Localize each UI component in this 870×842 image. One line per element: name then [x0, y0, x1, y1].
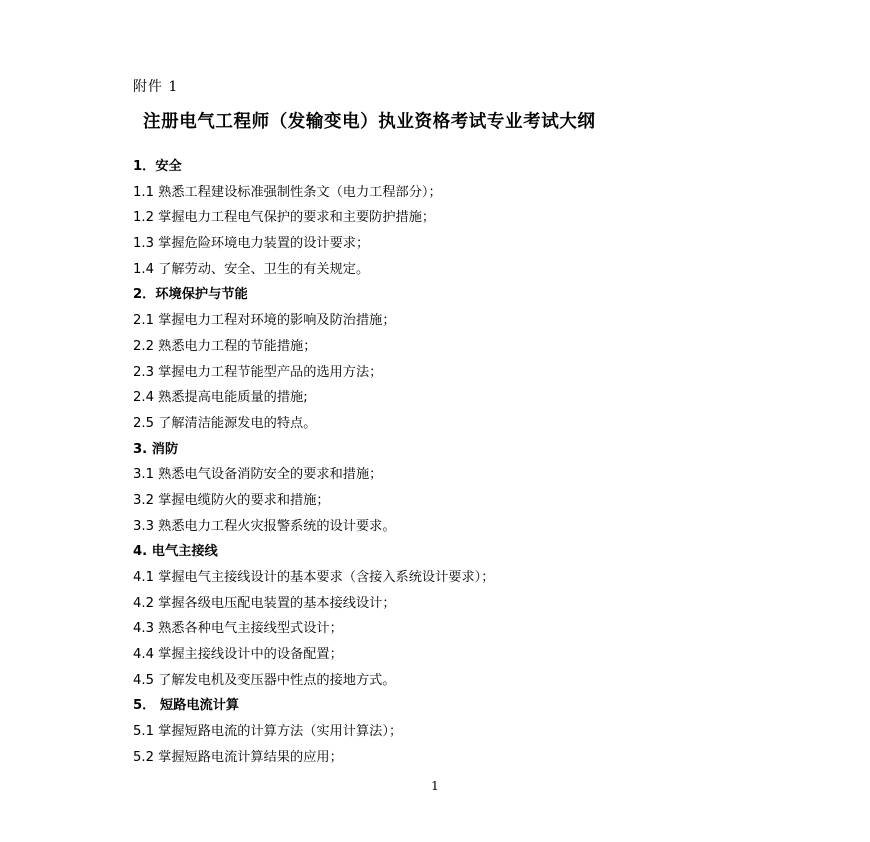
section-heading: 1．安全	[133, 159, 182, 174]
outline-item: 1.3 掌握危险环境电力装置的设计要求；	[133, 236, 370, 252]
outline-item: 3.2 掌握电缆防火的要求和措施；	[133, 492, 330, 508]
outline-item: 4.4 掌握主接线设计中的设备配置；	[133, 647, 343, 663]
section-heading: 3. 消防	[133, 441, 179, 457]
section-heading: 4. 电气主接线	[133, 544, 218, 560]
syllabus-outline	[133, 158, 494, 775]
attachment-label: 附件 1	[133, 79, 179, 95]
document-title: 注册电气工程师（发输变电）执业资格考试专业考试大纲	[143, 112, 596, 132]
outline-item: 3.1 熟悉电气设备消防安全的要求和措施；	[133, 467, 383, 483]
outline-item: 2.5 了解清洁能源发电的特点。	[133, 415, 317, 431]
outline-item: 2.2 熟悉电力工程的节能措施；	[133, 338, 317, 354]
outline-item: 1.1 熟悉工程建设标准强制性条文（电力工程部分）；	[133, 184, 442, 200]
outline-item: 3.3 熟悉电力工程火灾报警系统的设计要求。	[133, 518, 396, 534]
outline-item: 4.2 掌握各级电压配电装置的基本接线设计；	[133, 595, 396, 611]
outline-item: 5.1 掌握短路电流的计算方法（实用计算法）；	[133, 724, 403, 740]
outline-item: 2.4 熟悉提高电能质量的措施;	[133, 390, 308, 406]
outline-item: 2.3 掌握电力工程节能型产品的选用方法；	[133, 364, 383, 380]
section-heading: 2．环境保护与节能	[133, 287, 248, 303]
outline-item: 5.2 掌握短路电流计算结果的应用；	[133, 749, 343, 765]
section-heading: 5． 短路电流计算	[133, 698, 240, 714]
outline-item: 1.4 了解劳动、安全、卫生的有关规定。	[133, 261, 370, 277]
outline-item: 1.2 掌握电力工程电气保护的要求和主要防护措施；	[133, 210, 436, 226]
outline-item: 4.5 了解发电机及变压器中性点的接地方式。	[133, 672, 396, 688]
outline-item: 4.1 掌握电气主接线设计的基本要求（含接入系统设计要求）；	[133, 570, 495, 585]
outline-item: 2.1 掌握电力工程对环境的影响及防治措施；	[133, 313, 396, 329]
page-number: 1	[431, 779, 439, 793]
outline-item: 4.3 熟悉各种电气主接线型式设计；	[133, 621, 343, 637]
